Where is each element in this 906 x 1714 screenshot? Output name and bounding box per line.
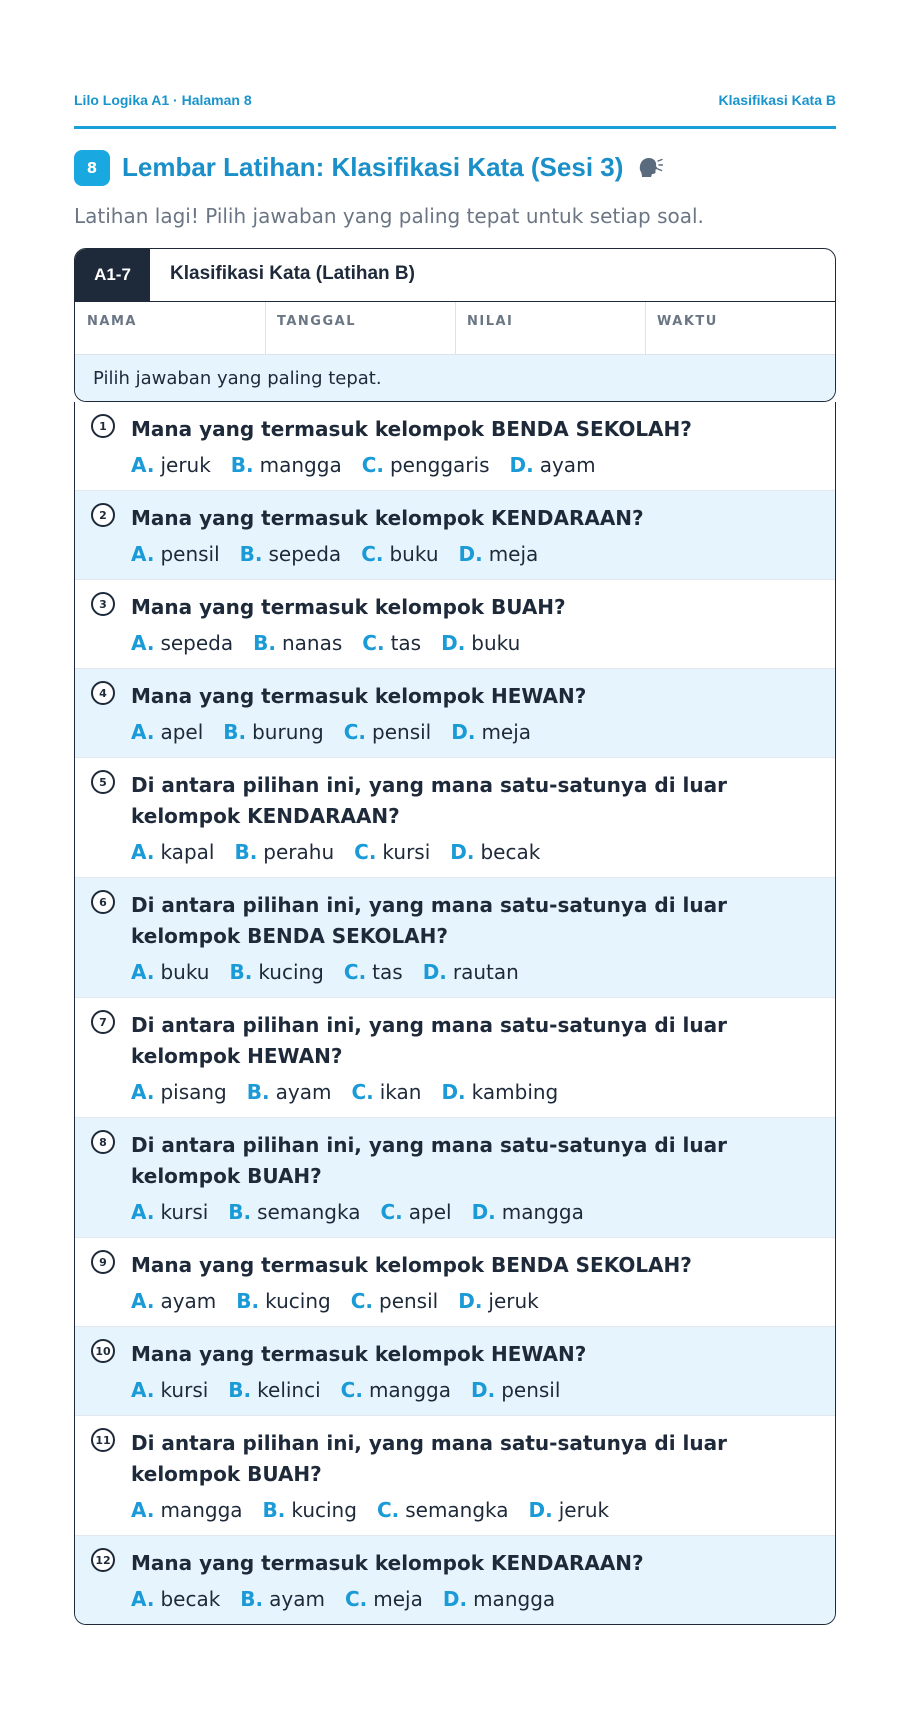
question-number: 8 — [91, 1130, 115, 1154]
option-word: pensil — [372, 720, 432, 744]
answer-options — [131, 1497, 805, 1523]
option-letter: B. — [230, 453, 254, 477]
answer-options — [131, 1199, 805, 1225]
option-word: buku — [160, 960, 210, 984]
running-header — [74, 92, 836, 129]
option-letter: B. — [262, 1498, 286, 1522]
answer-option[interactable] — [377, 1497, 509, 1523]
option-letter: A. — [131, 542, 155, 566]
option-word: kursi — [160, 1378, 209, 1402]
question-text: Di antara pilihan ini, yang mana satu-satunya di luar kelompok BUAH? — [131, 1431, 727, 1486]
option-letter: A. — [131, 720, 155, 744]
option-letter: B. — [234, 840, 258, 864]
option-word: kelinci — [257, 1378, 321, 1402]
option-word: rautan — [452, 960, 519, 984]
option-letter: B. — [253, 631, 276, 655]
option-letter: C. — [350, 1289, 373, 1313]
option-word: kursi — [382, 840, 431, 864]
option-word: meja — [488, 542, 539, 566]
question-text: Di antara pilihan ini, yang mana satu-satunya di luar kelompok HEWAN? — [131, 1013, 727, 1068]
option-letter: C. — [362, 631, 385, 655]
question-text: Mana yang termasuk kelompok HEWAN? — [131, 684, 587, 708]
question-item — [75, 491, 835, 580]
instructions-subtitle: Latihan lagi! Pilih jawaban yang paling tepat untuk setiap soal. — [74, 204, 704, 228]
header-left: Lilo Logika A1 · Halaman 8 — [74, 92, 252, 108]
option-word: kapal — [160, 840, 215, 864]
option-letter: C. — [376, 1498, 400, 1522]
option-letter: C. — [354, 840, 377, 864]
card-header — [75, 249, 835, 302]
question-text: Mana yang termasuk kelompok BUAH? — [131, 595, 566, 619]
option-letter: C. — [340, 1378, 363, 1402]
option-word: tas — [372, 960, 403, 984]
instruction-text: Pilih jawaban yang paling tepat. — [93, 368, 382, 389]
option-word: pensil — [160, 542, 220, 566]
question-text: Mana yang termasuk kelompok HEWAN? — [131, 1342, 587, 1366]
speaking-head-icon — [637, 154, 663, 185]
option-letter: D. — [450, 840, 475, 864]
section-number-badge: 8 — [74, 150, 110, 186]
answer-option[interactable] — [344, 959, 403, 985]
option-letter: D. — [471, 1200, 496, 1224]
question-list — [74, 402, 836, 1625]
answer-option[interactable] — [247, 1079, 332, 1105]
name-field[interactable] — [75, 302, 266, 354]
question-number: 7 — [91, 1010, 115, 1034]
answer-option[interactable] — [344, 719, 432, 745]
answer-option[interactable] — [451, 719, 531, 745]
answer-option[interactable] — [131, 839, 214, 865]
answer-option[interactable] — [361, 541, 438, 567]
question-item — [75, 878, 835, 998]
answer-option[interactable] — [443, 1586, 555, 1612]
answer-option[interactable] — [362, 452, 490, 478]
option-word: meja — [373, 1587, 423, 1611]
question-text: Di antara pilihan ini, yang mana satu-satunya di luar kelompok KENDARAAN? — [131, 773, 727, 828]
question-item — [75, 1118, 835, 1238]
answer-options — [131, 452, 805, 478]
option-letter: D. — [442, 1587, 468, 1611]
option-letter: A. — [131, 1080, 155, 1104]
option-word: perahu — [263, 840, 335, 864]
option-word: becak — [480, 840, 541, 864]
option-word: tas — [390, 631, 422, 655]
option-word: pensil — [379, 1289, 439, 1313]
question-text: Mana yang termasuk kelompok BENDA SEKOLAH? — [131, 1253, 692, 1277]
answer-options — [131, 541, 805, 567]
date-label: TANGGAL — [277, 314, 356, 329]
option-letter: C. — [344, 1587, 368, 1611]
question-item — [75, 669, 835, 758]
answer-option[interactable] — [441, 630, 520, 656]
section-title — [122, 152, 663, 185]
option-word: semangka — [257, 1200, 361, 1224]
question-item — [75, 1536, 835, 1624]
option-letter: A. — [131, 1200, 155, 1224]
answer-options — [131, 1586, 805, 1612]
option-word: kucing — [291, 1498, 357, 1522]
time-field[interactable] — [645, 302, 835, 354]
instruction-bar — [75, 354, 835, 402]
answer-options — [131, 1079, 805, 1105]
option-letter: A. — [131, 1587, 155, 1611]
score-field[interactable] — [455, 302, 646, 354]
question-item — [75, 758, 835, 878]
option-letter: A. — [131, 960, 155, 984]
answer-options — [131, 959, 805, 985]
option-word: pensil — [501, 1378, 561, 1402]
student-info-fields — [75, 302, 835, 354]
question-number: 4 — [91, 681, 115, 705]
answer-option[interactable] — [351, 1079, 421, 1105]
header-right: Klasifikasi Kata B — [718, 92, 836, 108]
option-letter: B. — [240, 1587, 264, 1611]
answer-option[interactable] — [131, 1079, 227, 1105]
answer-option[interactable] — [341, 1377, 451, 1403]
option-word: sepeda — [268, 542, 342, 566]
answer-option[interactable] — [228, 1199, 360, 1225]
option-letter: D. — [451, 720, 476, 744]
option-letter: B. — [229, 960, 253, 984]
option-word: kucing — [265, 1289, 331, 1313]
question-number: 12 — [91, 1548, 115, 1572]
answer-option[interactable] — [345, 1586, 423, 1612]
answer-option[interactable] — [240, 541, 342, 567]
option-letter: A. — [131, 1289, 155, 1313]
option-word: nanas — [281, 631, 343, 655]
answer-option[interactable] — [228, 1377, 320, 1403]
option-letter: B. — [246, 1080, 270, 1104]
option-word: burung — [252, 720, 324, 744]
question-number: 5 — [91, 770, 115, 794]
answer-option[interactable] — [450, 839, 540, 865]
option-word: pisang — [160, 1080, 227, 1104]
option-letter: D. — [458, 542, 483, 566]
option-letter: D. — [441, 1080, 466, 1104]
option-word: mangga — [259, 453, 342, 477]
answer-option[interactable] — [441, 1079, 558, 1105]
option-word: sepeda — [160, 631, 234, 655]
question-text: Di antara pilihan ini, yang mana satu-satunya di luar kelompok BENDA SEKOLAH? — [131, 893, 727, 948]
section-title-text: Lembar Latihan: Klasifikasi Kata (Sesi 3) — [122, 152, 624, 182]
question-item — [75, 998, 835, 1118]
answer-option[interactable] — [131, 1497, 243, 1523]
answer-option[interactable] — [351, 1288, 439, 1314]
answer-option[interactable] — [459, 541, 539, 567]
answer-option[interactable] — [131, 1586, 220, 1612]
option-letter: D. — [528, 1498, 553, 1522]
option-letter: B. — [223, 720, 247, 744]
option-word: apel — [160, 720, 204, 744]
option-word: becak — [160, 1587, 221, 1611]
option-letter: A. — [131, 840, 155, 864]
option-word: ayam — [269, 1587, 325, 1611]
option-letter: C. — [361, 453, 384, 477]
question-number: 10 — [91, 1339, 115, 1363]
question-number: 2 — [91, 503, 115, 527]
answer-option[interactable] — [236, 1288, 330, 1314]
option-letter: A. — [131, 453, 155, 477]
answer-option[interactable] — [234, 839, 334, 865]
worksheet-code: A1-7 — [75, 249, 150, 301]
option-letter: D. — [471, 1378, 496, 1402]
answer-option[interactable] — [229, 959, 323, 985]
answer-option[interactable] — [472, 1199, 584, 1225]
option-word: semangka — [405, 1498, 509, 1522]
question-number: 6 — [91, 890, 115, 914]
answer-option[interactable] — [240, 1586, 325, 1612]
score-label: NILAI — [467, 314, 514, 329]
option-letter: A. — [131, 1498, 155, 1522]
answer-option[interactable] — [458, 1288, 539, 1314]
option-word: mangga — [501, 1200, 584, 1224]
option-word: mangga — [473, 1587, 556, 1611]
option-word: jeruk — [160, 453, 211, 477]
option-word: penggaris — [389, 453, 490, 477]
option-letter: D. — [509, 453, 534, 477]
question-number: 1 — [91, 414, 115, 438]
option-word: mangga — [160, 1498, 243, 1522]
question-item — [75, 402, 835, 491]
option-letter: C. — [343, 960, 367, 984]
option-letter: C. — [380, 1200, 403, 1224]
answer-option[interactable] — [253, 630, 342, 656]
option-word: ikan — [379, 1080, 422, 1104]
answer-option[interactable] — [362, 630, 421, 656]
answer-options — [131, 1288, 805, 1314]
option-letter: A. — [131, 1378, 155, 1402]
answer-options — [131, 719, 805, 745]
answer-option[interactable] — [423, 959, 519, 985]
option-word: buku — [389, 542, 439, 566]
answer-option[interactable] — [510, 452, 596, 478]
answer-option[interactable] — [231, 452, 342, 478]
answer-option[interactable] — [131, 719, 203, 745]
section-title-row — [74, 150, 836, 186]
question-item — [75, 580, 835, 669]
option-letter: B. — [228, 1200, 252, 1224]
option-word: ayam — [160, 1289, 217, 1313]
answer-option[interactable] — [131, 541, 220, 567]
question-text: Mana yang termasuk kelompok BENDA SEKOLAH? — [131, 417, 692, 441]
option-word: jeruk — [558, 1498, 610, 1522]
option-letter: B. — [228, 1378, 252, 1402]
answer-option[interactable] — [131, 630, 233, 656]
answer-option[interactable] — [263, 1497, 357, 1523]
answer-option[interactable] — [380, 1199, 451, 1225]
question-text: Mana yang termasuk kelompok KENDARAAN? — [131, 1551, 644, 1575]
option-letter: D. — [422, 960, 447, 984]
option-letter: D. — [441, 631, 466, 655]
date-field[interactable] — [265, 302, 456, 354]
answer-option[interactable] — [131, 452, 211, 478]
time-label: WAKTU — [657, 314, 718, 329]
question-item — [75, 1416, 835, 1536]
question-text: Di antara pilihan ini, yang mana satu-satunya di luar kelompok BUAH? — [131, 1133, 727, 1188]
question-item — [75, 1238, 835, 1327]
option-word: apel — [408, 1200, 452, 1224]
option-word: jeruk — [488, 1289, 539, 1313]
answer-option[interactable] — [354, 839, 430, 865]
question-number: 3 — [91, 592, 115, 616]
answer-option[interactable] — [223, 719, 323, 745]
option-letter: C. — [361, 542, 384, 566]
option-letter: B. — [236, 1289, 260, 1313]
name-label: NAMA — [87, 314, 137, 329]
answer-options — [131, 839, 805, 865]
answer-option[interactable] — [131, 1199, 208, 1225]
option-letter: B. — [239, 542, 263, 566]
option-word: ayam — [275, 1080, 332, 1104]
worksheet-info-card — [74, 248, 836, 402]
worksheet-title: Klasifikasi Kata (Latihan B) — [170, 263, 415, 284]
option-letter: D. — [458, 1289, 483, 1313]
answer-options — [131, 1377, 805, 1403]
option-word: kursi — [160, 1200, 209, 1224]
question-number: 9 — [91, 1250, 115, 1274]
question-number: 11 — [91, 1428, 115, 1452]
answer-option[interactable] — [131, 959, 209, 985]
answer-option[interactable] — [471, 1377, 560, 1403]
question-text: Mana yang termasuk kelompok KENDARAAN? — [131, 506, 644, 530]
answer-option[interactable] — [131, 1377, 208, 1403]
answer-option[interactable] — [131, 1288, 216, 1314]
question-item — [75, 1327, 835, 1416]
option-word: meja — [481, 720, 532, 744]
option-letter: A. — [131, 631, 155, 655]
option-letter: C. — [343, 720, 367, 744]
option-word: kucing — [258, 960, 324, 984]
option-word: buku — [471, 631, 521, 655]
option-word: mangga — [368, 1378, 451, 1402]
option-word: ayam — [539, 453, 596, 477]
answer-options — [131, 630, 805, 656]
answer-option[interactable] — [529, 1497, 610, 1523]
option-word: kambing — [471, 1080, 559, 1104]
option-letter: C. — [351, 1080, 374, 1104]
